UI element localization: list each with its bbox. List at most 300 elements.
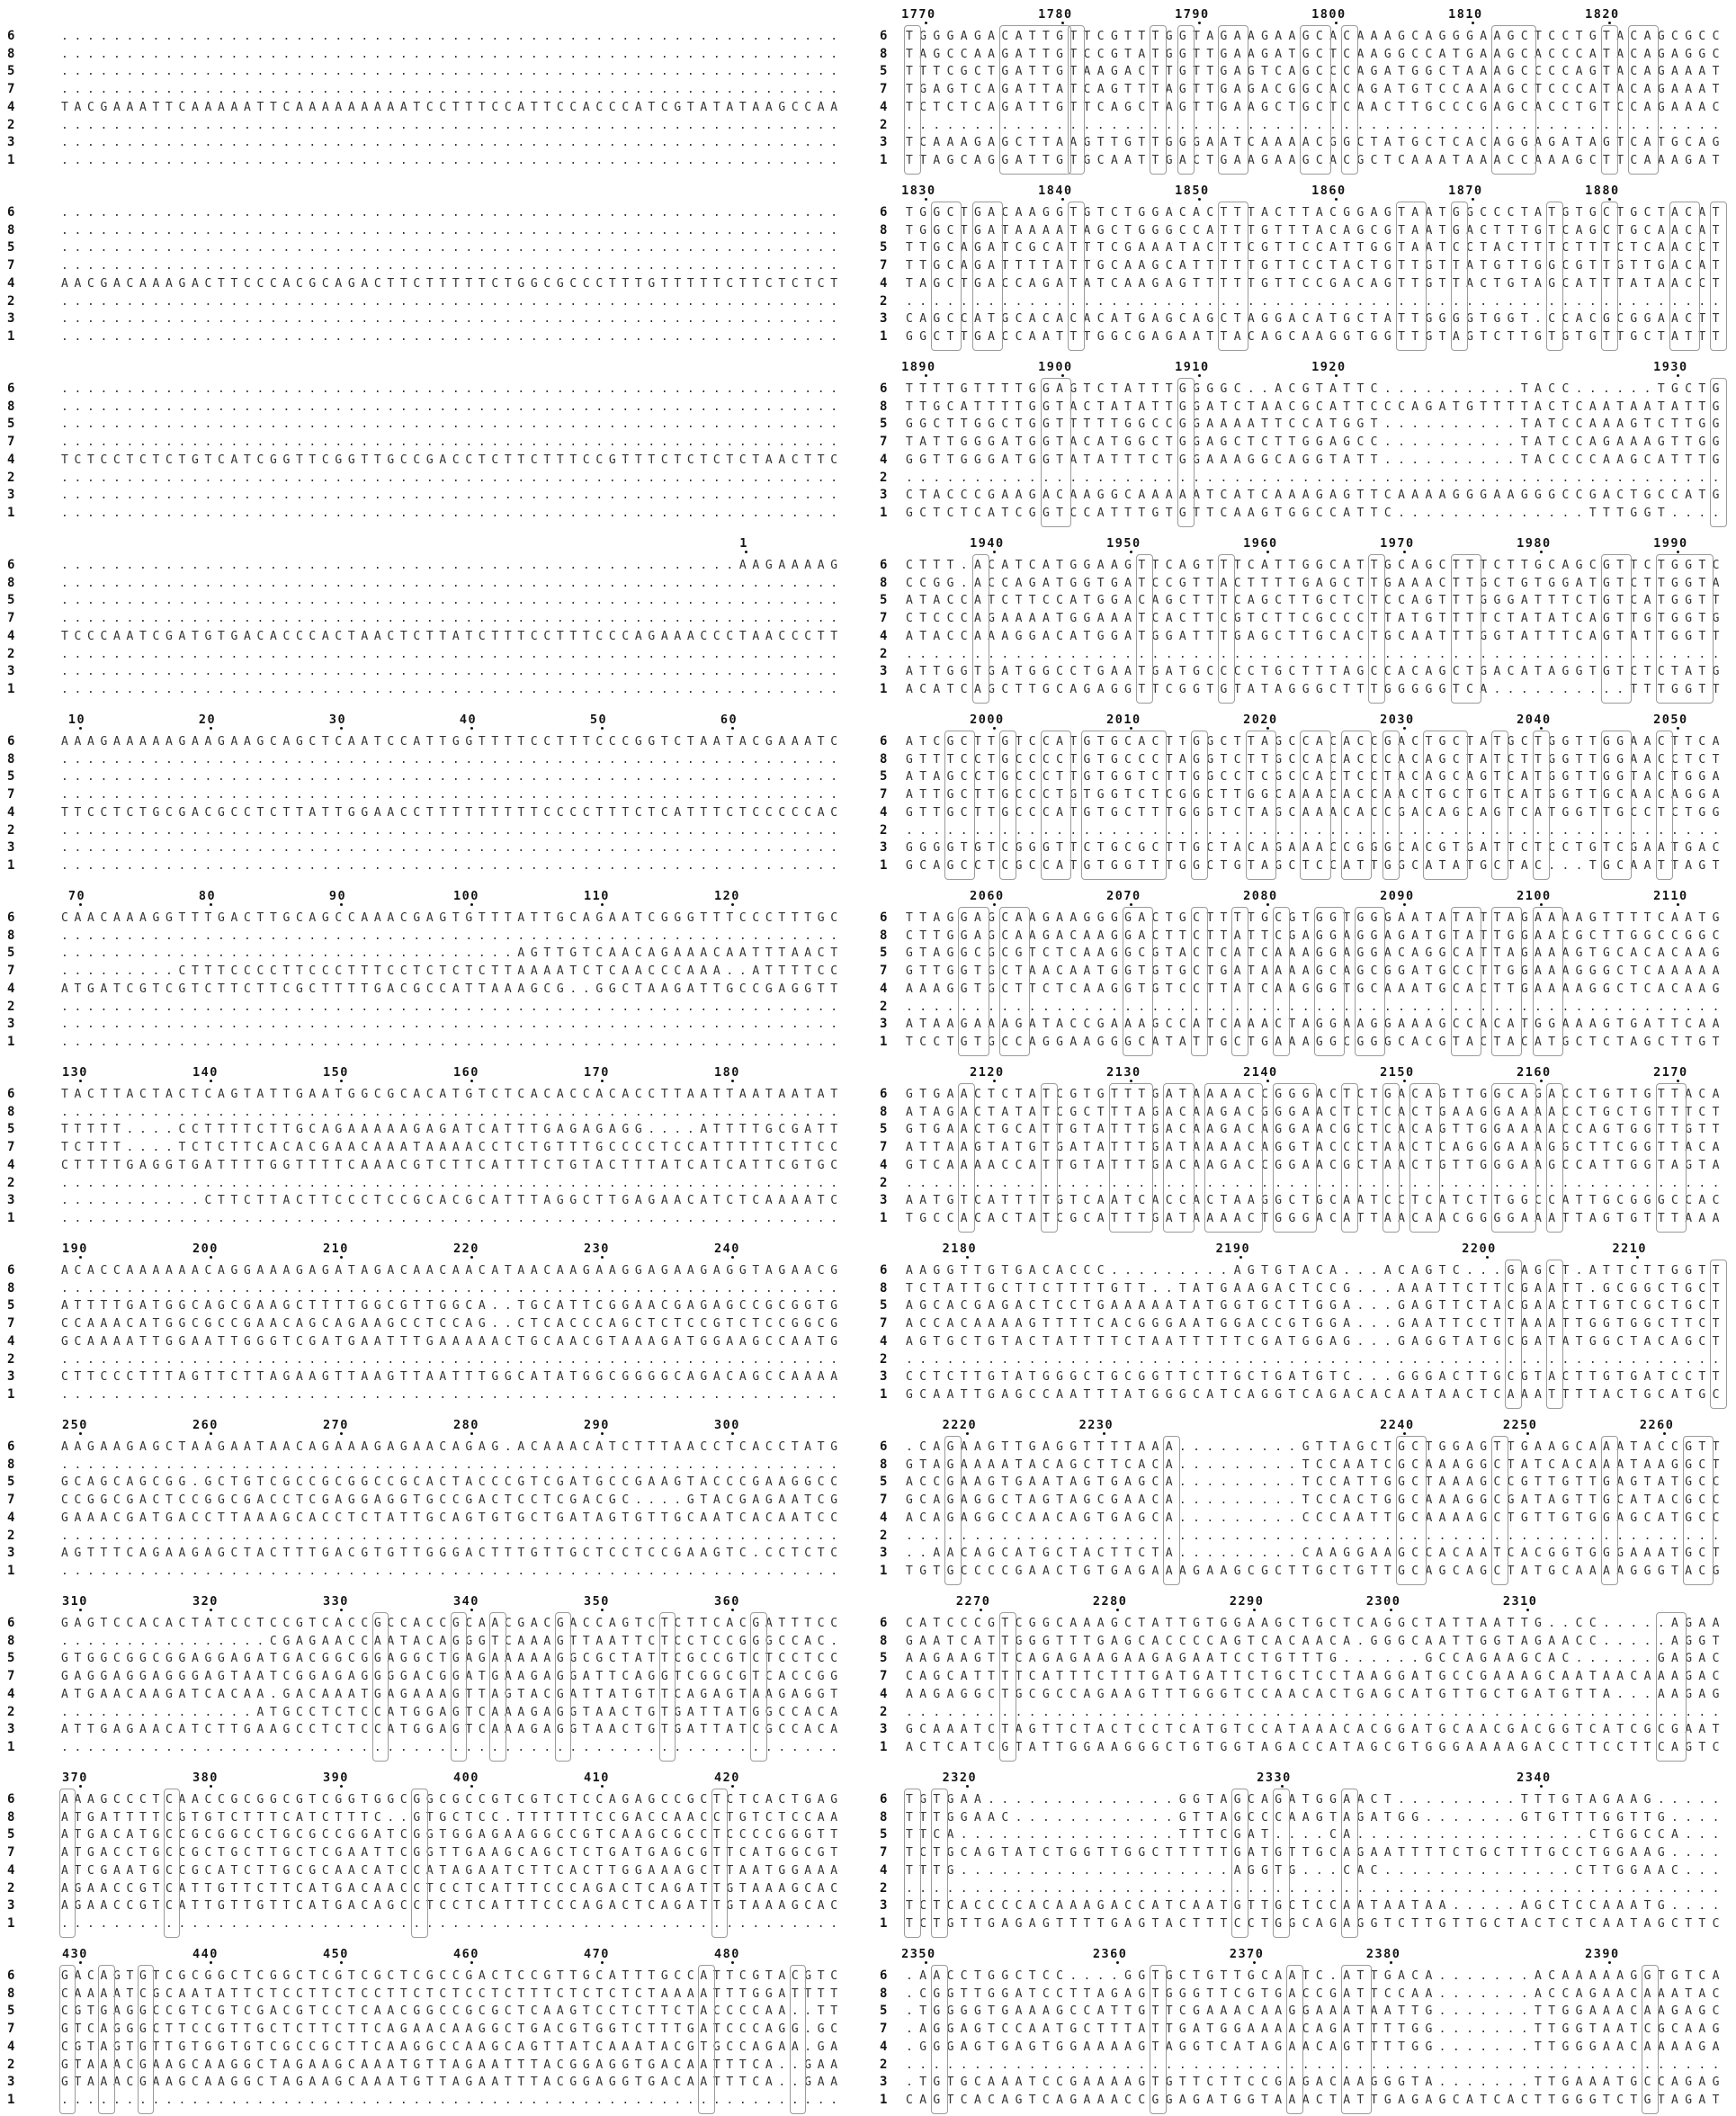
- ruler-tick-mark: [993, 1080, 996, 1082]
- sequence-text: ...............ATGCCTCTCCATGGAGTCAAAGAGGTAACTGTGATTATGGCCACA: [61, 1705, 844, 1719]
- sequence-text: GAGTCCACACTATCCTCCGTCACCGCCACCGCAACGACGACCAGTCTCTTCACGATTTCC: [61, 1617, 844, 1630]
- sequence-text: ............................................................: [61, 1176, 844, 1190]
- ruler-tick-label: 390: [322, 1771, 349, 1785]
- conserved-column-box: [1150, 1965, 1167, 2114]
- sequence-row: [7, 1000, 862, 1018]
- sequence-text: AGAACCGTCATTGTTGTTCATGACAGCCTCCTCATTTCCCAGACTCAGATTGTAAAGCAC: [61, 1899, 844, 1914]
- ruler-tick-label: 370: [61, 1771, 88, 1785]
- ruler-tick-mark: [470, 1785, 473, 1788]
- sequence-id-label: 4: [7, 628, 15, 643]
- sequence-row: [880, 1810, 1736, 1828]
- sequence-row: [7, 752, 862, 770]
- ruler-tick-label: 190: [61, 1242, 88, 1256]
- sequence-text: ............................................................: [61, 83, 844, 97]
- sequence-row: [880, 1968, 1736, 1986]
- sequence-id-label: 7: [7, 82, 15, 97]
- sequence-id-label: 1: [880, 1915, 888, 1931]
- conserved-column-box: [1601, 731, 1632, 880]
- ruler-tick-label: 120: [713, 889, 740, 903]
- ruler-tick-label: 2130: [1106, 1065, 1141, 1080]
- sequence-id-label: 1: [880, 1563, 888, 1578]
- sequence-text: TCTATTGCTTCTTTTGTT..TATGAAGACTCCG...AAATTCTTCGAATT.GCGGCTGCT: [906, 1281, 1726, 1296]
- sequence-text: ATAAGAAAGATACCGAAAGCCATCAAACTAGGAAGGAAAGCCACATGGAAAGTGATTCAA: [906, 1018, 1726, 1032]
- sequence-id-label: 8: [880, 222, 888, 238]
- sequence-text: CCGG.ACCAGATGGTGATCCGTTACTTTTGAGCTTGAAACTTGCTGTGGATGTCTTGGTA: [906, 576, 1726, 590]
- sequence-row: [7, 1740, 862, 1758]
- alignment-block: [880, 5, 1736, 182]
- conserved-column-box: [1341, 1789, 1358, 1938]
- sequence-row: [7, 506, 862, 524]
- sequence-id-label: 4: [7, 1686, 15, 1701]
- conserved-column-box: [372, 1612, 389, 1762]
- sequence-row: [7, 381, 862, 399]
- ruler-tick-mark: [1540, 1080, 1543, 1082]
- ruler-tick-label: 2140: [1243, 1065, 1278, 1080]
- sequence-row: [7, 100, 862, 118]
- sequence-id-label: 7: [880, 1845, 888, 1860]
- sequence-id-label: 4: [880, 1510, 888, 1525]
- sequence-text: ............................................................: [61, 647, 844, 661]
- ruler-tick-mark: [340, 903, 343, 906]
- sequence-text: CATCCCGTCGGCAAAGCTATTGTGGAAGCTGCTCAGGCTATTAATTG..CC.....AGAA: [906, 1617, 1726, 1630]
- ruler-tick-mark: [601, 1080, 604, 1082]
- sequence-row: [880, 399, 1736, 417]
- conserved-column-box: [1656, 554, 1714, 704]
- sequence-id-label: 4: [7, 1510, 15, 1525]
- conserved-column-box: [999, 731, 1016, 880]
- sequence-id-label: 1: [880, 681, 888, 696]
- sequence-row: [7, 1616, 862, 1634]
- sequence-id-label: 5: [880, 1651, 888, 1666]
- ruler-tick-mark: [731, 1256, 734, 1259]
- sequence-row: [7, 558, 862, 576]
- sequence-id-label: 2: [880, 1175, 888, 1190]
- conserved-column-box: [98, 1965, 115, 2114]
- sequence-id-label: 6: [880, 29, 888, 43]
- ruler-tick-mark: [1677, 374, 1679, 377]
- ruler-tick-label: 2000: [970, 713, 1005, 727]
- alignment-block: [7, 5, 862, 182]
- sequence-text: AAAGAAAAAGAAGAAGCAGCTCAATCCATTGGTTTTCCTTTCCCGGTCTAATACGAAATC: [61, 735, 844, 749]
- sequence-row: [7, 982, 862, 1000]
- sequence-text: GCTCTCATCGGTCCATTTGTGTTCAAGTGGCCATTC..............TTTGGT....: [906, 506, 1726, 520]
- sequence-row: [7, 593, 862, 611]
- sequence-row: [7, 647, 862, 665]
- sequence-text: ............................................................: [906, 647, 1726, 661]
- conserved-column-box: [1601, 202, 1618, 351]
- conserved-column-box: [999, 1612, 1016, 1762]
- sequence-text: ............................................................: [61, 118, 844, 132]
- sequence-text: AATGTCATTTTGTCAATCACCACTAAGGCTGCAATCCTCATCTTGGCCATTGCGGGCCAC: [906, 1194, 1726, 1208]
- sequence-id-label: 7: [7, 1316, 15, 1331]
- ruler-tick-label: 1870: [1448, 184, 1483, 198]
- sequence-row: [7, 294, 862, 312]
- sequence-row: [880, 1986, 1736, 2004]
- ruler-tick-mark: [1281, 1785, 1284, 1788]
- sequence-id-label: 6: [880, 910, 888, 925]
- sequence-id-label: 3: [7, 1017, 15, 1032]
- ruler-tick-label: 2230: [1078, 1418, 1114, 1432]
- sequence-id-label: 4: [880, 275, 888, 291]
- ruler-tick-label: 2280: [1092, 1594, 1128, 1609]
- ruler-tick-mark: [340, 1961, 343, 1964]
- position-ruler: [7, 1945, 862, 1968]
- sequence-id-label: 6: [7, 558, 15, 572]
- sequence-id-label: 6: [880, 734, 888, 749]
- sequence-text: ............................................................: [61, 489, 844, 503]
- sequence-id-label: 8: [7, 1986, 15, 2001]
- sequence-id-label: 8: [880, 1633, 888, 1648]
- sequence-row: [7, 240, 862, 258]
- conserved-column-box: [999, 907, 1030, 1056]
- ruler-tick-mark: [470, 1080, 473, 1082]
- sequence-id-label: 4: [880, 2039, 888, 2054]
- conserved-column-box: [931, 1965, 948, 2114]
- conserved-column-box: [711, 1789, 729, 1938]
- ruler-tick-label: 140: [192, 1065, 219, 1080]
- sequence-text: .CAGAAGTTGAGGTTTTAAA.........GTTAGCTGCTGGAGTTGAAGCAAATACCGTT: [906, 1440, 1726, 1454]
- sequence-text: ATGACATGCCGCGGCCTGCGCCGGATCGGTGGAGAAGGCCGTCAAGCGCCTCCCCGGGTT: [61, 1828, 844, 1843]
- sequence-text: ACCACAAAAGTTTTCACGGGAATGGACCGTGGA...GAATTCCTTAAATTGGTGGCTTCT: [906, 1317, 1726, 1331]
- sequence-text: TTTGGAAC............GTTAGCCCAAGTAGATGG.......GTGTTTGGTTG....: [906, 1810, 1726, 1825]
- sequence-id-label: 1: [880, 1386, 888, 1402]
- position-ruler: [880, 358, 1736, 381]
- sequence-id-label: 3: [7, 664, 15, 679]
- sequence-text: AGTGCTGTACTATTTTCTAATTTTTCGATGGAG...GAGGTATGCGATATGGCTACAGCT: [906, 1334, 1726, 1349]
- sequence-text: TGCCACACTATCGCATTTGATAAAACTGGGACATTAACAACGGGGAAATTAGTGTTTAAA: [906, 1211, 1726, 1225]
- alignment-block: [880, 711, 1736, 887]
- sequence-row: [7, 329, 862, 347]
- ruler-tick-mark: [1608, 22, 1611, 24]
- ruler-tick-label: 20: [198, 713, 217, 727]
- sequence-row: [880, 2058, 1736, 2076]
- conserved-column-box: [451, 1612, 468, 1762]
- conserved-column-box: [1218, 25, 1248, 175]
- sequence-text: ATCGAATGCCGCATCTTGCGCAACATCCATAGAATCTTCACTTGGAAAGCTTAATGGAAA: [61, 1863, 844, 1878]
- ruler-tick-mark: [340, 1432, 343, 1435]
- sequence-row: [7, 64, 862, 82]
- sequence-text: ............................................................: [61, 594, 844, 608]
- sequence-text: .CGGTTGGATCCTTAGAGTGGGTTCGTGACCGATTCCAA.......ACCAGAACAAATAC: [906, 1986, 1726, 2001]
- ruler-tick-label: 350: [583, 1594, 610, 1609]
- ruler-tick-label: 2320: [942, 1771, 978, 1785]
- ruler-tick-mark: [731, 1609, 734, 1611]
- sequence-text: CAGCATTTTCATTTCTTTGATGATTCTGCTCCTAAGGATGCCGAAAGCAATAACAAAGAC: [906, 1670, 1726, 1684]
- ruler-tick-label: 2290: [1229, 1594, 1265, 1609]
- sequence-text: TCTCACCCCACAAAGACCATCAATGTTGCTCCAATAATAA.....AGCTCCAAATG....: [906, 1899, 1726, 1914]
- sequence-text: ............................................................: [61, 1529, 844, 1543]
- conserved-column-box: [1355, 907, 1385, 1056]
- sequence-text: GCAGCAGCGG.GCTGTCGCCGCGGCCGCACTACCCGTCGATGCCGAAGTACCCGAAGGCC: [61, 1475, 844, 1490]
- sequence-text: ............................................................: [61, 506, 844, 520]
- ruler-tick-mark: [470, 1256, 473, 1259]
- sequence-id-label: 5: [7, 1298, 15, 1314]
- sequence-text: ATGATCGTCGTCTTCTTCGCTTTTGACGCCATTAAAGCG..GGCTAAGATTGCCGAGGTT: [61, 982, 844, 996]
- ruler-tick-mark: [731, 903, 734, 906]
- sequence-id-label: 5: [7, 2004, 15, 2019]
- ruler-tick-mark: [210, 1785, 212, 1788]
- sequence-row: [7, 82, 862, 100]
- sequence-text: TCCTGTGCCAGGAAGGGCATATTGCTGAAAGGCGGGCACGTACTACATGCTCTAGCTTGT: [906, 1035, 1726, 1049]
- sequence-id-label: 4: [7, 1157, 15, 1172]
- sequence-id-label: 5: [7, 240, 15, 256]
- sequence-id-label: 8: [7, 1633, 15, 1648]
- conserved-column-box: [1109, 1083, 1154, 1233]
- sequence-text: ACTCATCGTATTGGAAGGGCTGTGGTAGACCATAGCGTGGGAAAAGACCTTCCTTCAGTC: [906, 1740, 1726, 1754]
- sequence-text: CCGGCGACTCCGGCGACCTCGAGGAGGTGCCGACTCCTCGACGC....GTACGAGAATCG: [61, 1493, 844, 1508]
- sequence-id-label: 8: [7, 399, 15, 414]
- sequence-id-label: 3: [7, 1193, 15, 1208]
- alignment-column-left: [7, 0, 862, 2116]
- sequence-row: [7, 153, 862, 171]
- sequence-id-label: 3: [880, 1193, 888, 1208]
- sequence-row: [880, 1387, 1736, 1405]
- sequence-text: ............................................................: [61, 1352, 844, 1367]
- sequence-row: [880, 2093, 1736, 2111]
- sequence-text: AAAGGTGCTTCTCAAGGTGTCCTTATCAAGGGTGCAAATGCACTTGAAAAGGCTCACAAG: [906, 982, 1726, 996]
- ruler-tick-mark: [1540, 551, 1543, 553]
- sequence-id-label: 7: [880, 1140, 888, 1155]
- sequence-text: TACGAAATTCAAAAATTCAAAAAAAAATCCTTTCCATTCCACCCATCGTATATAAGCCAA: [61, 100, 844, 114]
- ruler-tick-mark: [1130, 551, 1132, 553]
- sequence-id-label: 1: [7, 152, 15, 167]
- conserved-column-box: [1041, 731, 1071, 880]
- ruler-tick-label: 80: [198, 889, 217, 903]
- sequence-id-label: 6: [880, 1439, 888, 1454]
- sequence-text: CGTGAGGCCGTCGTCGACGTCCTCAACGGCCGCGCTCAAGTCCTCTTCTACCCCAA..TT: [61, 2004, 844, 2019]
- sequence-id-label: 6: [880, 1263, 888, 1278]
- position-ruler: [880, 1769, 1736, 1792]
- sequence-id-label: 7: [7, 2022, 15, 2037]
- sequence-id-label: 7: [7, 611, 15, 626]
- sequence-text: ............................................................: [61, 435, 844, 450]
- sequence-id-label: 6: [880, 1087, 888, 1101]
- sequence-text: ....................................................AAGAAAAG: [61, 559, 844, 572]
- sequence-text: .AGGAGTCCAATGCTTTATTGATGGAAAACAGATTTTGG.......TTGGTAATCGCAAG: [906, 2022, 1726, 2037]
- sequence-row: [7, 2022, 862, 2040]
- ruler-tick-label: 160: [452, 1065, 479, 1080]
- sequence-text: GCAGAGGCTAGTAGCGAACA.........TCCACTGGCAAAGGCGATAGTTGCATACGCC: [906, 1493, 1726, 1508]
- ruler-tick-mark: [340, 1080, 343, 1082]
- sequence-row: [7, 1158, 862, 1176]
- ruler-tick-label: 150: [322, 1065, 349, 1080]
- sequence-row: [880, 1827, 1736, 1845]
- sequence-text: ............................................................: [61, 399, 844, 414]
- sequence-text: ............................................................: [61, 1000, 844, 1014]
- sequence-id-label: 2: [7, 646, 15, 661]
- ruler-tick-mark: [1061, 22, 1064, 24]
- sequence-row: [7, 453, 862, 471]
- position-ruler: [7, 182, 862, 205]
- sequence-id-label: 8: [880, 751, 888, 767]
- conserved-column-box: [944, 731, 975, 880]
- sequence-id-label: 8: [880, 399, 888, 414]
- position-ruler: [7, 1063, 862, 1087]
- ruler-tick-mark: [1677, 727, 1679, 730]
- conserved-column-box: [972, 202, 1003, 351]
- sequence-text: GCAGCCTCGCCATGTGGTTTGGCTGTAGCTCCATTGGCATATGCTAC...TGCAATTAGT: [906, 858, 1726, 873]
- sequence-row: [7, 1546, 862, 1564]
- sequence-row: [7, 1493, 862, 1511]
- ruler-tick-label: 1840: [1038, 184, 1073, 198]
- sequence-id-label: 4: [880, 1686, 888, 1701]
- sequence-text: .GGGAGTGAGTGGAAAAGTAGGTCATAGAACAGTTTTGG.......TTGGGAACAAAAGA: [906, 2040, 1726, 2054]
- ruler-tick-mark: [925, 22, 927, 24]
- sequence-id-label: 2: [880, 1351, 888, 1367]
- sequence-id-label: 5: [7, 1827, 15, 1843]
- sequence-id-label: 4: [7, 804, 15, 820]
- sequence-text: CTACCCGAAGACAAGGCAAAAATCATCAAAGAGTTCAAAAGGGAAGGGCCGACTGCCATG: [906, 489, 1726, 503]
- sequence-row: [7, 682, 862, 700]
- ruler-tick-label: 2250: [1502, 1418, 1538, 1432]
- sequence-row: [7, 1634, 862, 1652]
- sequence-id-label: 2: [7, 1704, 15, 1719]
- ruler-tick-mark: [601, 903, 604, 906]
- sequence-id-label: 4: [7, 981, 15, 996]
- sequence-id-label: 8: [7, 1457, 15, 1472]
- sequence-row: [7, 1564, 862, 1582]
- ruler-tick-mark: [1061, 374, 1064, 377]
- ruler-tick-mark: [731, 1785, 734, 1788]
- sequence-id-label: 4: [880, 1157, 888, 1172]
- ruler-tick-mark: [210, 1961, 212, 1964]
- ruler-tick-mark: [1335, 22, 1338, 24]
- ruler-tick-label: 1920: [1311, 360, 1347, 374]
- ruler-tick-label: 1860: [1311, 184, 1347, 198]
- sequence-text: ATTAAGTATGTGATATTTGATAAAACAGGTACCCTAACTCAGGGAAAGGCTTCGGTTACA: [906, 1141, 1726, 1155]
- sequence-id-label: 6: [880, 1968, 888, 1983]
- conserved-column-box: [1068, 202, 1085, 351]
- conserved-column-box: [1041, 378, 1071, 527]
- sequence-id-label: 5: [7, 769, 15, 785]
- sequence-id-label: 5: [7, 1651, 15, 1666]
- sequence-id-label: 6: [7, 205, 15, 220]
- sequence-row: [880, 1881, 1736, 1899]
- ruler-tick-mark: [210, 1609, 212, 1611]
- sequence-id-label: 1: [880, 152, 888, 167]
- sequence-id-label: 7: [880, 82, 888, 97]
- conserved-column-box: [1491, 25, 1536, 175]
- ruler-tick-mark: [79, 903, 82, 906]
- sequence-id-label: 5: [7, 64, 15, 79]
- sequence-text: GTCAAAACCATTGTATTTGACAAGACCGGAACGCTAACTGTTGGGAAGCCATTGGTAGTA: [906, 1158, 1726, 1172]
- sequence-id-label: 8: [7, 1104, 15, 1119]
- sequence-row: [7, 2093, 862, 2111]
- sequence-row: [880, 2022, 1736, 2040]
- sequence-id-label: 2: [7, 1351, 15, 1367]
- ruler-tick-mark: [1253, 1609, 1256, 1611]
- sequence-id-label: 6: [7, 1263, 15, 1278]
- sequence-text: AAAGCCCTCAACCGCGGCGTCGGTGGCGGCGCCGTCGTCTCCAGAGCCGCTCTCACTGAG: [61, 1793, 844, 1807]
- sequence-id-label: 3: [880, 1722, 888, 1737]
- sequence-id-label: 7: [7, 787, 15, 802]
- sequence-row: [880, 1863, 1736, 1881]
- sequence-row: [7, 1651, 862, 1669]
- ruler-tick-mark: [731, 1080, 734, 1082]
- conserved-column-box: [1669, 202, 1700, 351]
- sequence-row: [7, 417, 862, 435]
- ruler-tick-mark: [79, 1609, 82, 1611]
- ruler-tick-mark: [1253, 1961, 1256, 1964]
- sequence-id-label: 4: [880, 628, 888, 643]
- alignment-block: [7, 534, 862, 711]
- sequence-text: GCAATTGAGCCAATTTATGGGCATCAGGTCAGACACAATAACTCAAATTTTACTGCATGC: [906, 1387, 1726, 1402]
- sequence-row: [880, 1792, 1736, 1810]
- sequence-row: [7, 1105, 862, 1123]
- sequence-text: CCAAACATGGCGCCGAACAGCAGAAGCCTCCAG..CTCACCCAGCTCTCCGTCTCCGGCG: [61, 1317, 844, 1331]
- sequence-row: [7, 258, 862, 276]
- conserved-column-box: [1533, 731, 1550, 880]
- sequence-row: [7, 1035, 862, 1053]
- ruler-tick-mark: [1486, 1256, 1489, 1259]
- sequence-id-label: 2: [7, 1880, 15, 1896]
- sequence-row: [7, 488, 862, 506]
- sequence-text: ............................................................: [61, 223, 844, 238]
- ruler-tick-mark: [1116, 1961, 1119, 1964]
- sequence-text: ............................................................: [61, 65, 844, 79]
- conserved-column-box: [1546, 1083, 1563, 1233]
- position-ruler: [7, 5, 862, 29]
- sequence-text: ............................................................: [61, 1740, 844, 1754]
- sequence-row: [7, 1281, 862, 1299]
- sequence-text: ATACCATCTTCCATGGACAGCTTTCAGCTTGCTCTCCAGTTTGGGATTTCTGTCATGGTT: [906, 594, 1726, 608]
- sequence-text: TACTTACTACTCAGTATTGAATGGCGCACATGTCTCACACCACACCTTAATTAATAATAT: [61, 1088, 844, 1101]
- conserved-column-box: [1218, 202, 1248, 351]
- sequence-text: GACAGTGTCGCGGCTCGGCTCGTCGCTCGCCGACTCCGTTGCATTTGCCATTCGTACGTC: [61, 1969, 844, 1983]
- sequence-row: [7, 840, 862, 858]
- sequence-row: [7, 1511, 862, 1529]
- ruler-tick-mark: [79, 1080, 82, 1082]
- sequence-text: ............................................................: [61, 1457, 844, 1472]
- sequence-id-label: 4: [880, 1862, 888, 1878]
- sequence-text: CGTAGTGTTGTGGTGTCGCCGCTTCAAGGCCAAGCAGTTATCAAATACGTGCCAGAA.GA: [61, 2040, 844, 2054]
- ruler-tick-label: 2120: [970, 1065, 1005, 1080]
- sequence-id-label: 3: [7, 1898, 15, 1914]
- sequence-id-label: 4: [7, 99, 15, 114]
- sequence-row: [7, 205, 862, 223]
- conserved-column-box: [1601, 25, 1618, 175]
- ruler-tick-label: 450: [322, 1947, 349, 1961]
- sequence-id-label: 4: [7, 452, 15, 467]
- ruler-tick-mark: [1403, 551, 1406, 553]
- sequence-id-label: 1: [7, 1915, 15, 1931]
- ruler-tick-label: 210: [322, 1242, 349, 1256]
- sequence-row: [7, 1193, 862, 1211]
- conserved-column-box: [1231, 907, 1248, 1056]
- sequence-id-label: 7: [7, 258, 15, 273]
- position-ruler: [7, 534, 862, 558]
- sequence-text: ............................................................: [61, 1564, 844, 1578]
- ruler-tick-mark: [1130, 903, 1132, 906]
- sequence-row: [880, 381, 1736, 399]
- sequence-row: [7, 1211, 862, 1229]
- sequence-text: ATACCAAAGGACATGGATGGATTTGAGCTTGCACTGCAATTTGGTATTTCAGTATTGGTT: [906, 629, 1726, 643]
- ruler-tick-mark: [1198, 22, 1201, 24]
- ruler-tick-mark: [993, 903, 996, 906]
- sequence-row: [7, 2075, 862, 2093]
- sequence-row: [880, 2040, 1736, 2058]
- conserved-column-box: [1300, 25, 1330, 175]
- ruler-tick-label: 260: [192, 1418, 219, 1432]
- sequence-id-label: 8: [880, 1104, 888, 1119]
- sequence-id-label: 6: [7, 1792, 15, 1807]
- sequence-row: [7, 1369, 862, 1387]
- sequence-row: [7, 1140, 862, 1158]
- conserved-column-box: [931, 1789, 948, 1938]
- conserved-column-box: [1246, 731, 1276, 880]
- sequence-id-label: 1: [880, 505, 888, 520]
- ruler-tick-mark: [925, 374, 927, 377]
